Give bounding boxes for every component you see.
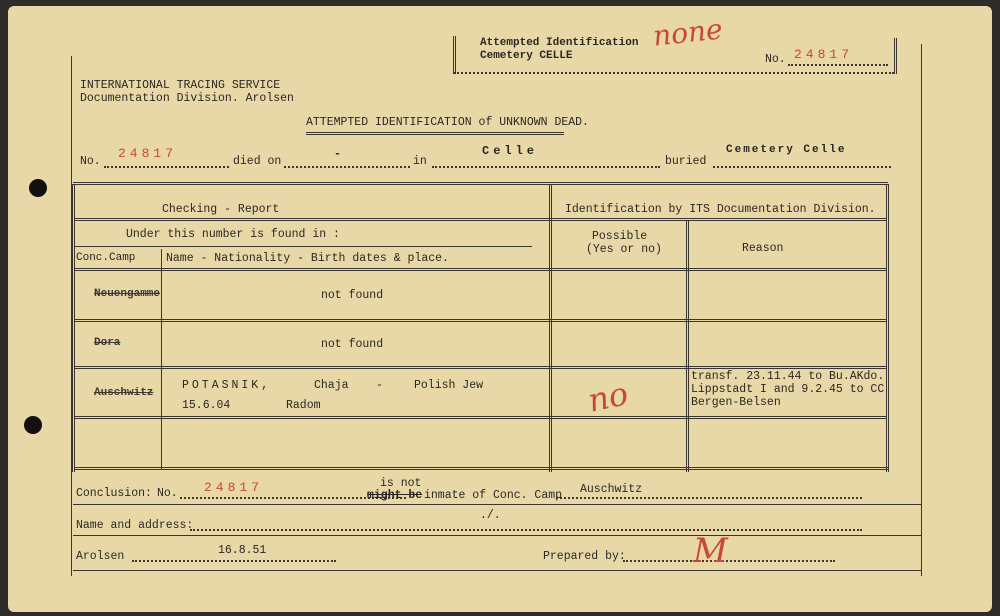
org-division: Documentation Division. Arolsen bbox=[80, 92, 294, 105]
buried-value: Cemetery Celle bbox=[726, 144, 847, 156]
table-top bbox=[73, 182, 888, 185]
under-number-label: Under this number is found in : bbox=[126, 228, 340, 241]
table-row-line-3 bbox=[74, 319, 887, 322]
conclusion-label: Conclusion: bbox=[76, 487, 152, 500]
checking-report-header: Checking - Report bbox=[162, 203, 280, 216]
handwritten-none: none bbox=[651, 12, 725, 53]
header-box-bottom bbox=[454, 72, 894, 74]
row-3-given-name: Chaja bbox=[314, 379, 349, 392]
died-on-value: - bbox=[334, 148, 341, 161]
header-title-line2: Cemetery CELLE bbox=[480, 50, 573, 62]
bottom-rule bbox=[73, 570, 921, 571]
no-label: No. bbox=[80, 155, 101, 168]
handwritten-initial: M bbox=[693, 531, 728, 571]
row-3-nationality: Polish Jew bbox=[414, 379, 484, 392]
header-number: 24817 bbox=[794, 47, 854, 62]
possible-header: Possible bbox=[592, 230, 648, 243]
table-left bbox=[72, 184, 75, 472]
in-label: in bbox=[413, 155, 427, 168]
table-bottom bbox=[74, 467, 889, 470]
table-reason-divider bbox=[686, 220, 689, 472]
row-3-reason-line-1: transf. 23.11.44 to Bu.AKdo. bbox=[691, 370, 885, 383]
died-on-label: died on bbox=[233, 155, 282, 168]
buried-label: buried bbox=[665, 155, 707, 168]
date-dots bbox=[132, 560, 336, 562]
header-no-label: No. bbox=[765, 53, 786, 66]
header-title-line1: Attempted Identification bbox=[480, 37, 639, 49]
conclusion-no-label: No. bbox=[157, 487, 178, 500]
camp-1: Neuengamme bbox=[94, 288, 161, 300]
place-label: Arolsen bbox=[76, 550, 125, 563]
prepared-by-dots bbox=[623, 560, 835, 562]
identification-header: Identification by ITS Documentation Division. bbox=[565, 203, 876, 216]
table-camp-divider bbox=[161, 249, 162, 470]
row-3-reason-line-3: Bergen-Belsen bbox=[691, 396, 781, 409]
row-3-surname: POTASNIK, bbox=[182, 379, 272, 392]
punch-hole-top bbox=[29, 179, 47, 197]
right-margin-rule bbox=[921, 44, 922, 576]
buried-dots bbox=[713, 166, 891, 168]
table-right bbox=[886, 184, 889, 472]
camp-2: Dora bbox=[94, 337, 121, 349]
camp-3: Auschwitz bbox=[94, 387, 154, 399]
name-address-label: Name and address: bbox=[76, 519, 194, 532]
form-title-underline bbox=[306, 132, 564, 135]
place-value: Celle bbox=[482, 144, 539, 158]
prepared-by-label: Prepared by: bbox=[543, 550, 626, 563]
form-title: ATTEMPTED IDENTIFICATION of UNKNOWN DEAD. bbox=[306, 116, 589, 129]
row-2-name: not found bbox=[321, 338, 384, 351]
camp-dots bbox=[556, 497, 862, 499]
no-dots bbox=[104, 166, 229, 168]
row-3-reason-line-2: Lippstadt I and 9.2.45 to CC bbox=[691, 383, 885, 396]
row-3-birth-date: 15.6.04 bbox=[182, 399, 231, 412]
row-3-birth-place: Radom bbox=[286, 399, 321, 412]
died-on-dots bbox=[284, 166, 410, 168]
table-header-line bbox=[74, 268, 887, 271]
inmate-text: inmate of Conc. Camp bbox=[424, 489, 563, 502]
name-header: Name - Nationality - Birth dates & place. bbox=[166, 252, 449, 265]
in-dots bbox=[432, 166, 660, 168]
slash-mark: ./. bbox=[480, 509, 501, 522]
is-not-text: is not bbox=[380, 477, 422, 490]
table-row-line-5 bbox=[74, 416, 887, 419]
form-date: 16.8.51 bbox=[218, 544, 267, 557]
conclusion-camp: Auschwitz bbox=[580, 483, 643, 496]
table-row-line-2 bbox=[74, 246, 532, 247]
name-address-line bbox=[73, 535, 921, 536]
reason-header: Reason bbox=[742, 242, 784, 255]
punch-hole-bottom bbox=[24, 416, 42, 434]
table-row-line-1 bbox=[74, 218, 887, 221]
record-number: 24817 bbox=[118, 146, 178, 161]
name-address-dots bbox=[190, 529, 862, 531]
header-box-left bbox=[453, 36, 456, 74]
conclusion-number: 24817 bbox=[204, 480, 264, 495]
table-mid bbox=[549, 184, 552, 472]
handwritten-no: no bbox=[584, 374, 632, 420]
document-card bbox=[8, 6, 992, 612]
row-3-dash: - bbox=[376, 379, 383, 392]
table-row-line-4 bbox=[74, 366, 887, 369]
org-name: INTERNATIONAL TRACING SERVICE bbox=[80, 79, 281, 92]
conclusion-line bbox=[73, 504, 921, 505]
might-be-text: might be bbox=[367, 489, 423, 502]
header-no-dots bbox=[788, 64, 888, 66]
header-box-right bbox=[894, 38, 897, 74]
conc-camp-header: Conc.Camp bbox=[76, 252, 136, 264]
row-1-name: not found bbox=[321, 289, 384, 302]
possible-subheader: (Yes or no) bbox=[586, 243, 662, 256]
